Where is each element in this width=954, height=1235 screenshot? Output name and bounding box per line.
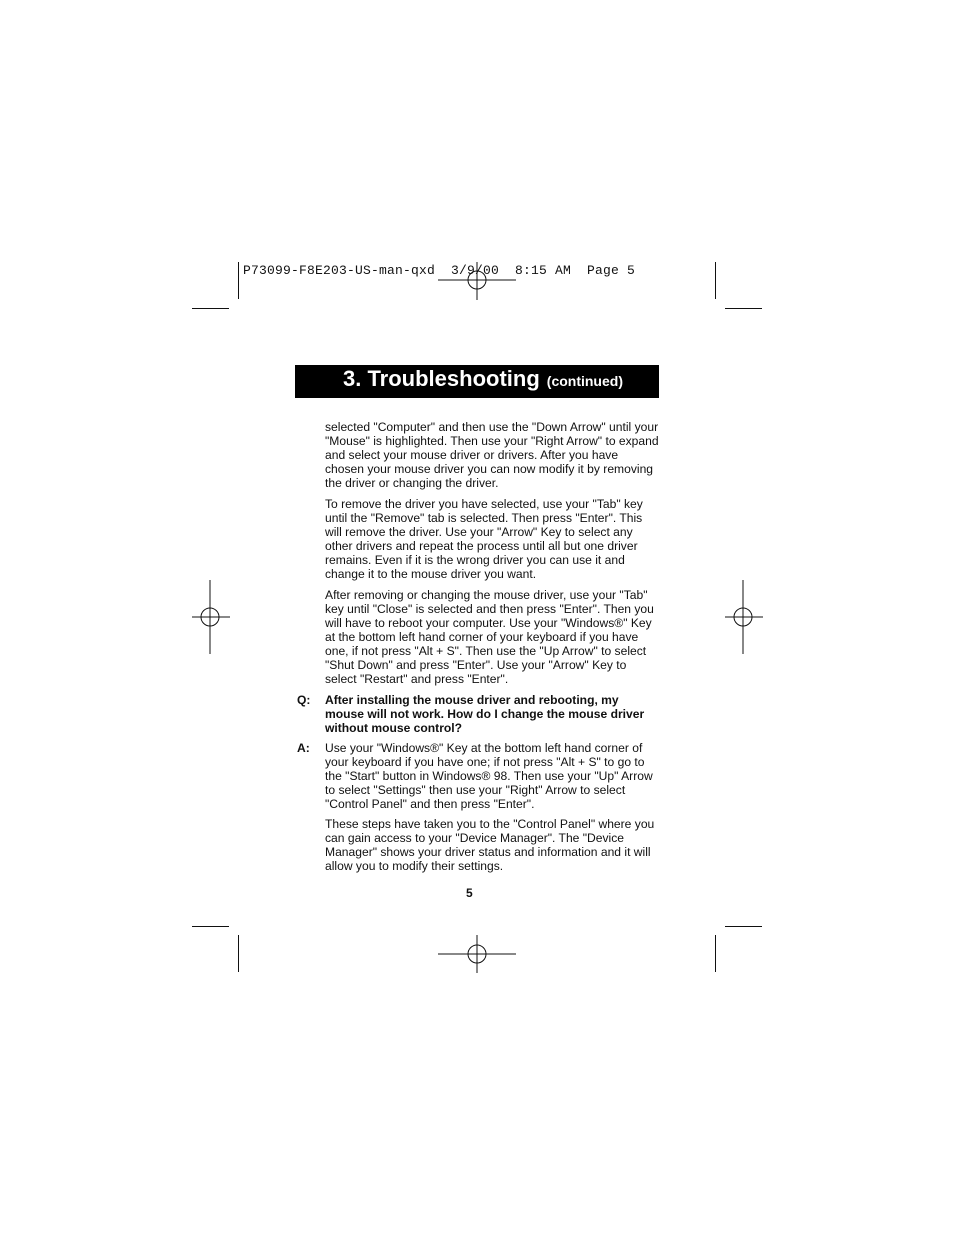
crop-mark-bottom-left-vertical — [238, 935, 239, 972]
registration-mark-bottom-icon — [438, 935, 516, 973]
crop-mark-top-right-horizontal — [725, 308, 762, 309]
question-text: After installing the mouse driver and rebooting, my mouse will not work. How do I change the mouse driver without mouse control? — [325, 693, 645, 735]
question-block — [297, 693, 659, 735]
registration-mark-left-icon — [192, 580, 230, 654]
body-paragraph: After removing or changing the mouse driver, use your "Tab" key until "Close" is selected and then press "Enter". Then you will have to reboot your computer. Use your "Windows®" Key at the bottom left hand corner of your keyboard if you have one, if not press "Alt + S". Then use the "Up Arrow" to select "Shut Down" and press "Enter". Use your "Arrow" Key to select "Restart" and press "Enter". — [325, 588, 654, 686]
section-header — [295, 365, 659, 398]
document-body — [297, 420, 659, 880]
crop-mark-bottom-right-vertical — [715, 935, 716, 972]
answer-text: Use your "Windows®" Key at the bottom left hand corner of your keyboard if you have one; if not press "Alt + S" to go to the "Start" button in Windows® 98. Then use your "Up" Arrow to select "Settings" then use your "Right" Arrow to select "Control Panel" and then press "Enter". — [325, 741, 653, 811]
answer-block — [297, 741, 659, 811]
crop-mark-top-left-vertical — [238, 262, 239, 299]
body-paragraph: selected "Computer" and then use the "Down Arrow" until your "Mouse" is highlighted. Then use your "Right Arrow" to expand and select your mouse driver or drivers. After you have chosen your mouse driver you can now modify it by removing the driver or changing the driver. — [325, 420, 659, 490]
crop-mark-bottom-left-horizontal — [192, 926, 229, 927]
section-subtitle: (continued) — [546, 373, 623, 389]
registration-mark-top-icon — [438, 262, 516, 300]
print-slug: P73099-F8E203-US-man-qxd 3/9/00 8:15 AM Page 5 — [243, 263, 636, 278]
crop-mark-bottom-right-horizontal — [725, 926, 762, 927]
body-paragraph: To remove the driver you have selected, use your "Tab" key until the "Remove" tab is selected. Then press "Enter". This will remove the driver. Use your "Arrow" Key to select any other drivers and repeat the process until all but one driver remains. Even if it is the wrong driver you can use it and change it to the mouse driver you want. — [325, 497, 643, 581]
crop-mark-top-right-vertical — [715, 262, 716, 299]
page-number: 5 — [466, 886, 473, 900]
crop-mark-top-left-horizontal — [192, 308, 229, 309]
section-title: 3. Troubleshooting — [343, 366, 540, 391]
question-label: Q: — [297, 693, 311, 707]
registration-mark-right-icon — [725, 580, 763, 654]
answer-followup: These steps have taken you to the "Control Panel" where you can gain access to your "Device Manager". The "Device Manager" shows your driver status and information and it will allow you to modify their settings. — [325, 817, 655, 873]
answer-label: A: — [297, 741, 310, 755]
